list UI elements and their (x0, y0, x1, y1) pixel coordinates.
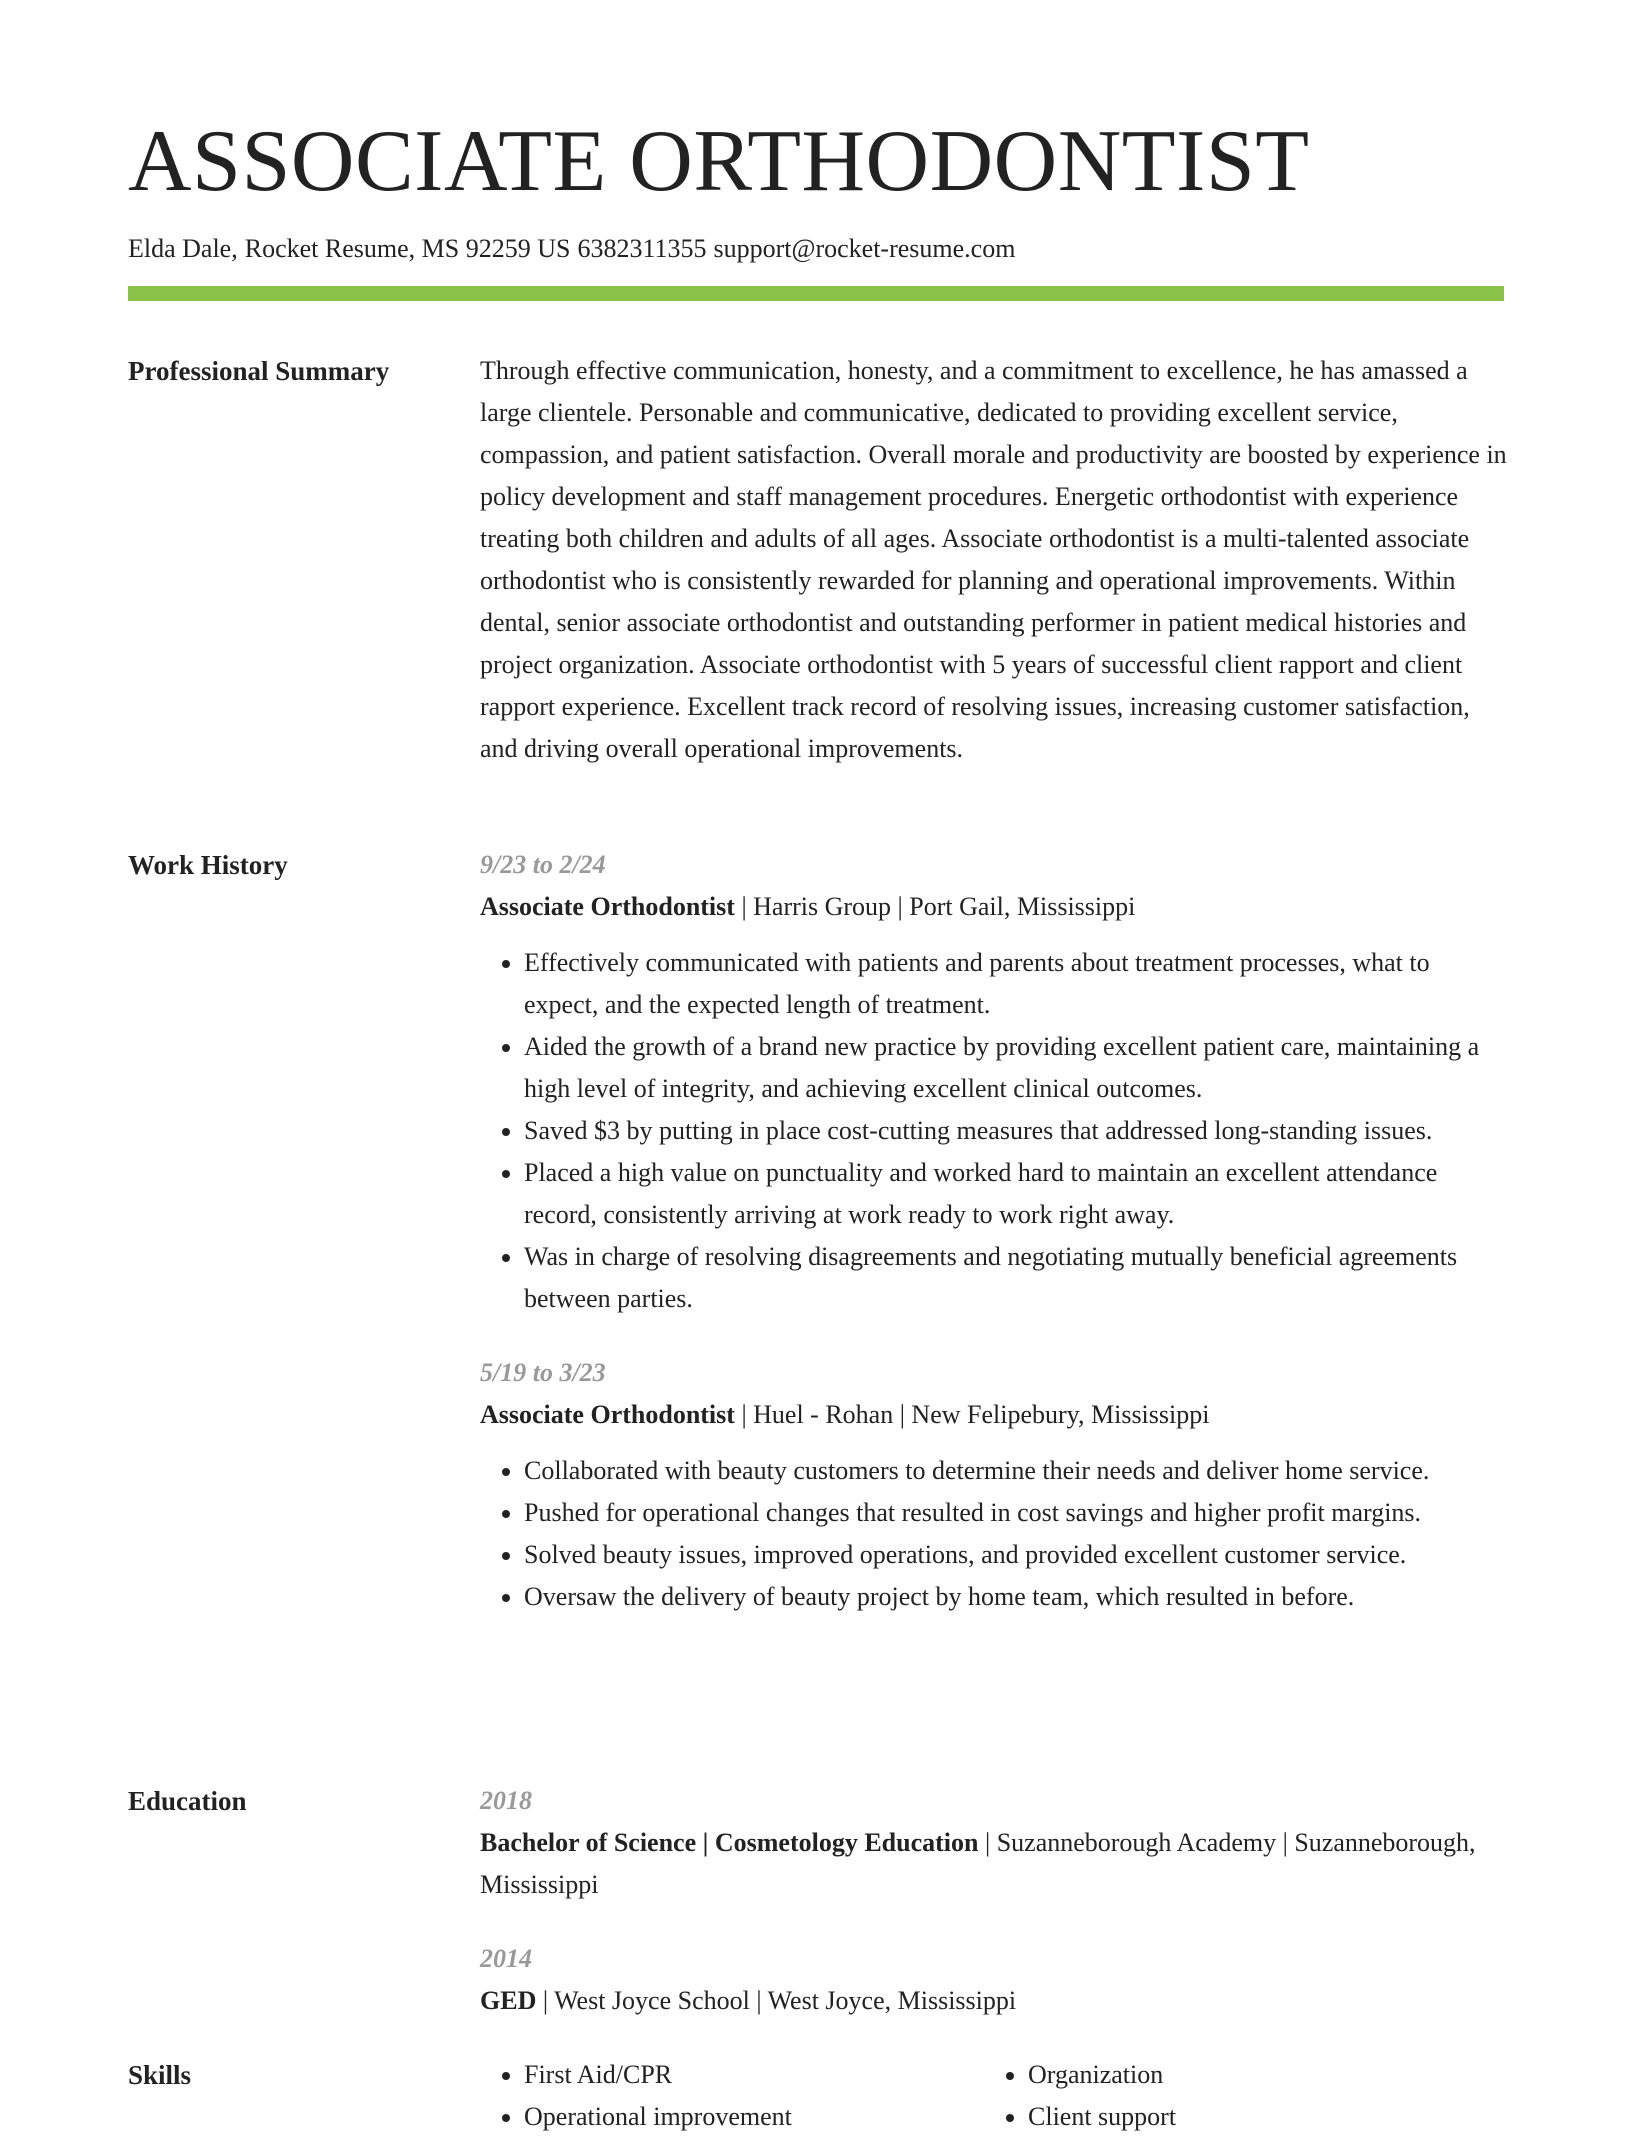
education-degree: Bachelor of Science | Cosmetology Education (480, 1828, 979, 1857)
skill-item: • Organization (1028, 2054, 1488, 2096)
job-entry (480, 844, 1510, 1320)
education-year: 2014 (480, 1944, 532, 1973)
skill-item: • Operational improvement (524, 2096, 984, 2138)
job-bullet: • Saved $3 by putting in place cost-cutting measures that addressed long-standing issues. (524, 1110, 1510, 1152)
job-details: | Harris Group | Port Gail, Mississippi (734, 892, 1136, 921)
job-dates: 9/23 to 2/24 (480, 850, 606, 879)
job-bullets (480, 942, 1510, 1320)
contact-line (128, 234, 1015, 264)
education-entry (480, 1938, 1510, 2022)
contact-phone: 6382311355 (577, 234, 707, 263)
job-dates: 5/19 to 3/23 (480, 1358, 606, 1387)
job-bullet: • Effectively communicated with patients and parents about treatment processes, what to expect, and the expected length of treatment. (524, 942, 1510, 1026)
contact-name: Elda Dale, (128, 234, 238, 263)
job-bullet: • Pushed for operational changes that resulted in cost savings and higher profit margins. (524, 1492, 1510, 1534)
job-bullet: • Collaborated with beauty customers to determine their needs and deliver home service. (524, 1450, 1510, 1492)
education-details: | West Joyce School | West Joyce, Mississippi (536, 1986, 1017, 2015)
education-heading: Education (128, 1786, 247, 1816)
job-bullet: • Aided the growth of a brand new practice by providing excellent patient care, maintaining a high level of integrity, and achieving excellent clinical outcomes. (524, 1026, 1510, 1110)
summary-text: Through effective communication, honesty, and a commitment to excellence, he has amassed a large clientele. Personable and communicative, dedicated to providing excellent service, compassion, and patient satisfaction. Overall morale and productivity are boosted by experience in policy development and staff management procedures. Energetic orthodontist with experience treating both children and adults of all ages. Associate orthodontist is a multi-talented associate orthodontist who is consistently rewarded for planning and operational improvements. Within dental, senior associate orthodontist and outstanding performer in patient medical histories and project organization. Associate orthodontist with 5 years of successful client rapport and client rapport experience. Excellent track record of resolving issues, increasing customer satisfaction, and driving overall operational improvements. (480, 356, 1507, 763)
job-heading (480, 1394, 1510, 1436)
job-entry (480, 1352, 1510, 1618)
accent-divider (128, 286, 1504, 301)
work-history-heading: Work History (128, 850, 288, 880)
resume-title: ASSOCIATE ORTHODONTIST (128, 113, 1310, 210)
skills-body (480, 2054, 1510, 2138)
education-line (480, 1980, 1510, 2022)
summary-heading: Professional Summary (128, 356, 390, 386)
summary-body (480, 350, 1510, 770)
job-bullet: • Oversaw the delivery of beauty project by home team, which resulted in before. (524, 1576, 1510, 1618)
job-bullets (480, 1450, 1510, 1618)
skill-item: • Client support (1028, 2096, 1488, 2138)
education-degree: GED (480, 1986, 537, 2015)
work-history-body (480, 844, 1510, 1618)
skills-list (984, 2054, 1488, 2138)
education-entry (480, 1780, 1510, 1906)
job-title: Associate Orthodontist (480, 1400, 735, 1429)
job-details: | Huel - Rohan | New Felipebury, Mississippi (734, 1400, 1210, 1429)
skills-columns (480, 2054, 1510, 2138)
education-body (480, 1780, 1510, 2022)
job-title: Associate Orthodontist (480, 892, 735, 921)
job-heading (480, 886, 1510, 928)
education-line (480, 1822, 1510, 1906)
job-bullet: • Was in charge of resolving disagreements and negotiating mutually beneficial agreements between parties. (524, 1236, 1510, 1320)
job-bullet: • Solved beauty issues, improved operations, and provided excellent customer service. (524, 1534, 1510, 1576)
contact-address: Rocket Resume, MS 92259 US (244, 234, 571, 263)
job-bullet: • Placed a high value on punctuality and worked hard to maintain an excellent attendance record, consistently arriving at work ready to work right away. (524, 1152, 1510, 1236)
education-year: 2018 (480, 1786, 532, 1815)
skills-heading: Skills (128, 2060, 192, 2090)
contact-email: support@rocket-resume.com (713, 234, 1016, 263)
skill-item: • First Aid/CPR (524, 2054, 984, 2096)
skills-list (480, 2054, 984, 2138)
education-details: | Suzanneborough Academy | Suzanneborough, Mississippi (480, 1828, 1476, 1899)
